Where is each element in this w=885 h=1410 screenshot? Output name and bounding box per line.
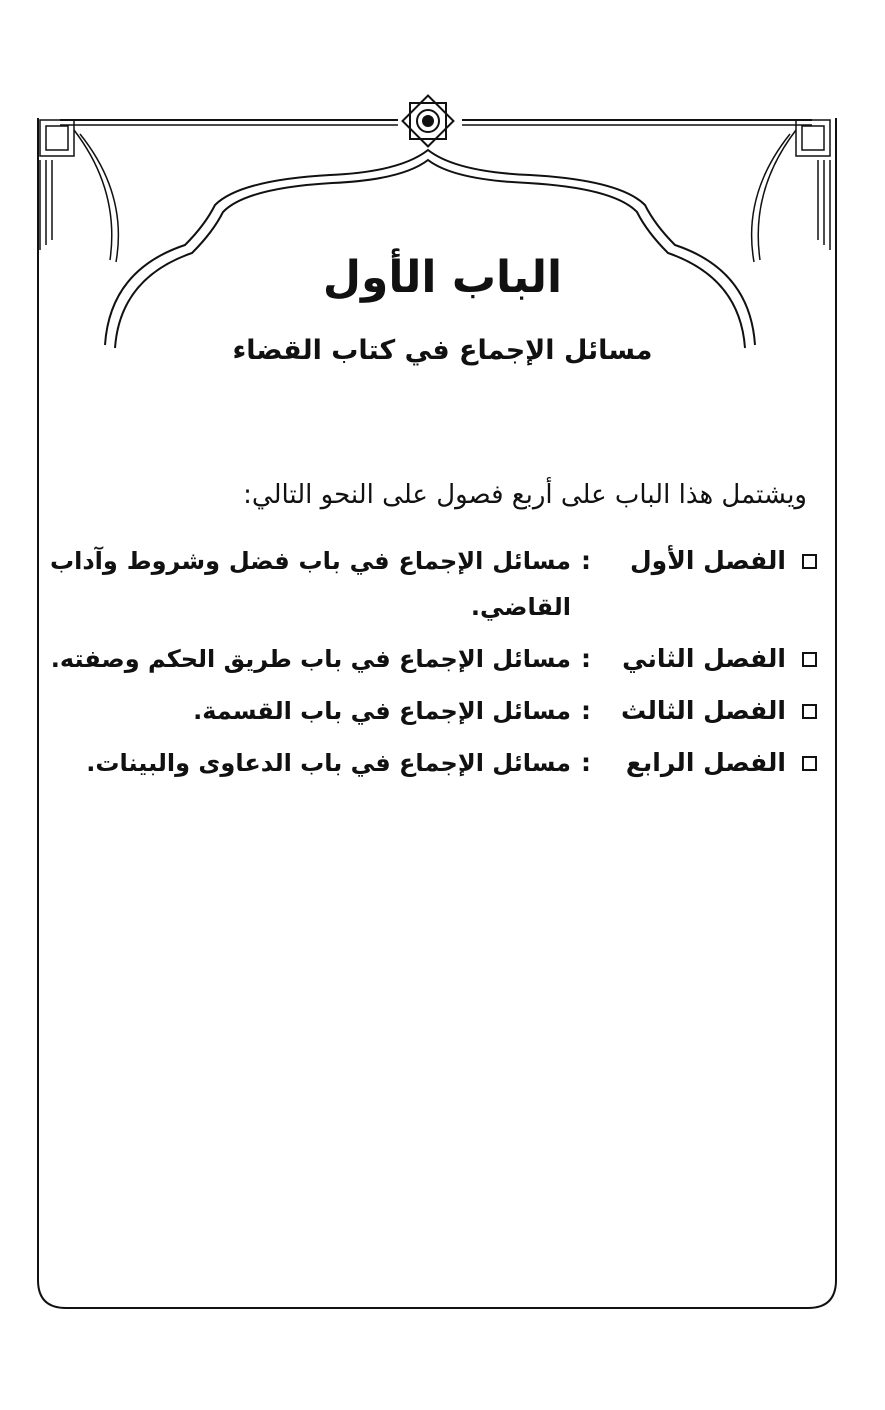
chapter-colon: :: [581, 748, 591, 777]
chapter-label: الفصل الأول: [629, 546, 786, 575]
checkbox-bullet-icon: [802, 652, 817, 667]
chapter-colon: :: [581, 696, 591, 725]
chapter-text: مسائل الإجماع في باب الدعاوى والبينات.: [86, 749, 571, 777]
list-item: [50, 636, 825, 682]
list-item: [50, 688, 825, 734]
right-corner-ornament: [752, 120, 830, 262]
chapter-label: الفصل الثالث: [620, 696, 786, 725]
checkbox-bullet-icon: [802, 554, 817, 569]
checkbox-bullet-icon: [802, 704, 817, 719]
chapter-text: مسائل الإجماع في باب فضل وشروط وآداب القاضي.: [50, 547, 571, 621]
list-item: [50, 538, 825, 630]
page-subtitle: مسائل الإجماع في كتاب القضاء: [232, 335, 653, 366]
left-corner-ornament: [40, 120, 118, 262]
chapter-colon: :: [581, 546, 591, 575]
arch-ornament: [105, 150, 755, 348]
page-title: الباب الأول: [322, 252, 563, 303]
chapter-label: الفصل الرابع: [625, 748, 786, 777]
chapter-list: [50, 538, 825, 792]
chapter-text: مسائل الإجماع في باب طريق الحكم وصفته.: [50, 645, 571, 673]
chapter-text: مسائل الإجماع في باب القسمة.: [193, 697, 571, 725]
chapter-label: الفصل الثاني: [622, 644, 786, 673]
checkbox-bullet-icon: [802, 756, 817, 771]
intro-text: ويشتمل هذا الباب على أربع فصول على النحو التالي:: [243, 480, 807, 510]
list-item: [50, 740, 825, 786]
chapter-colon: :: [581, 644, 591, 673]
star-medallion-icon: [403, 96, 454, 147]
